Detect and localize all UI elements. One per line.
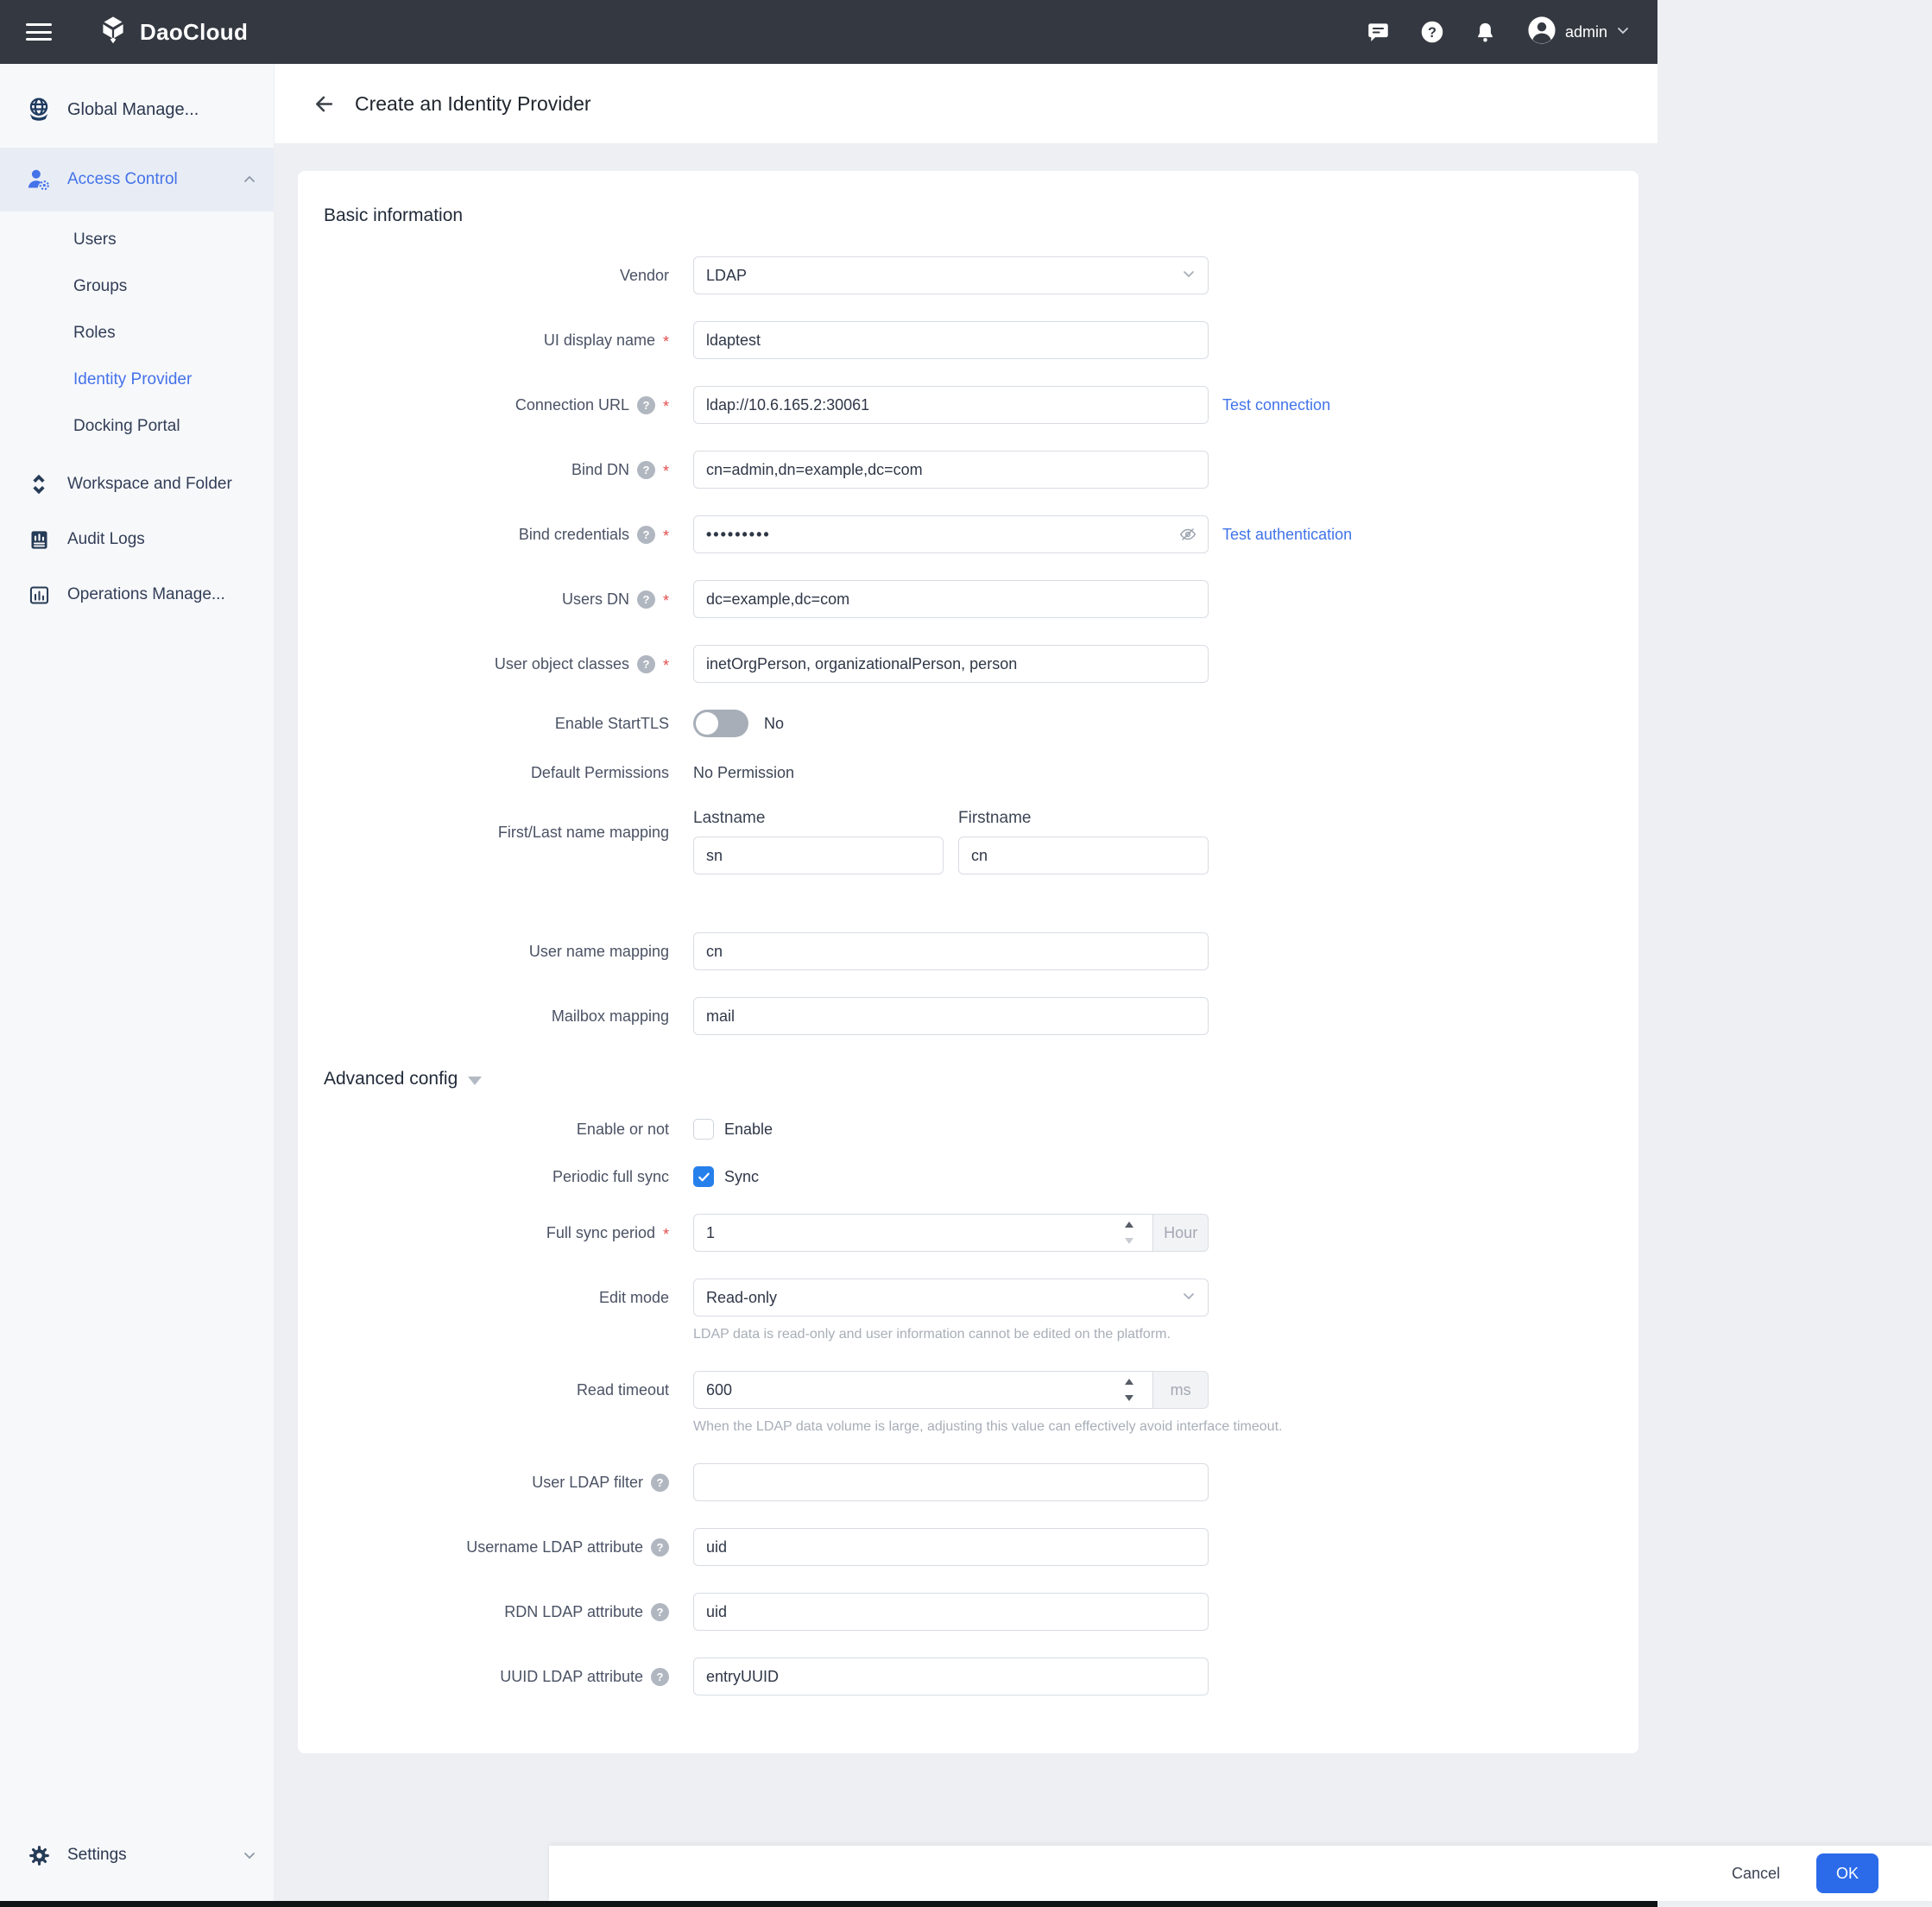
firstname-label: Firstname <box>958 809 1032 827</box>
help-circle-icon[interactable]: ? <box>637 396 655 414</box>
sidebar-item-identity-provider[interactable]: Identity Provider <box>73 370 193 388</box>
name-mapping-row <box>298 809 1638 875</box>
basic-information-heading: Basic information <box>324 205 464 225</box>
page-header <box>275 64 1657 143</box>
edit-mode-value: Read-only <box>706 1288 778 1306</box>
sync-checkbox-label: Sync <box>724 1167 760 1185</box>
bottom-edge-strip <box>0 1901 1657 1907</box>
default-permissions-label: Default Permissions <box>530 764 669 781</box>
main-area <box>275 64 1859 1907</box>
user-ldap-filter-row <box>298 1463 1638 1501</box>
number-spinner <box>1121 1376 1138 1404</box>
form-footer <box>549 1846 1932 1901</box>
user-menu[interactable] <box>1527 16 1630 49</box>
brand[interactable] <box>97 14 248 51</box>
spinner-down-icon[interactable] <box>1125 1238 1133 1244</box>
starttls-toggle[interactable] <box>693 710 748 737</box>
spinner-down-icon[interactable] <box>1125 1395 1133 1401</box>
help-circle-icon[interactable]: ? <box>651 1668 669 1686</box>
connection-url-row <box>298 386 1638 424</box>
number-spinner <box>1121 1219 1138 1247</box>
edit-mode-select[interactable] <box>693 1279 1209 1317</box>
menu-toggle-icon[interactable] <box>26 22 55 42</box>
sidebar-item-label: Operations Manage... <box>67 585 225 603</box>
firstname-input[interactable] <box>958 837 1209 875</box>
users-dn-input[interactable] <box>693 580 1209 618</box>
ui-display-name-row <box>298 321 1638 359</box>
enable-starttls-row <box>298 710 1638 737</box>
required-asterisk: * <box>662 591 669 609</box>
topbar <box>0 0 1657 64</box>
sidebar-item-groups[interactable]: Groups <box>73 277 128 295</box>
sidebar-item-global-management[interactable] <box>0 85 274 134</box>
full-sync-period-input[interactable] <box>693 1214 1153 1252</box>
rdn-ldap-attribute-input[interactable] <box>693 1593 1209 1631</box>
read-timeout-input[interactable] <box>693 1371 1153 1409</box>
user-name-mapping-label: User name mapping <box>528 942 669 960</box>
message-icon[interactable] <box>1367 20 1391 44</box>
uuid-ldap-attribute-label: UUID LDAP attribute <box>500 1667 643 1685</box>
help-circle-icon[interactable]: ? <box>651 1603 669 1621</box>
chevron-down-icon <box>1616 23 1630 41</box>
sidebar-item-users[interactable]: Users <box>73 230 117 249</box>
read-timeout-row <box>298 1371 1638 1409</box>
sidebar-item-label: Global Manage... <box>67 99 199 119</box>
periodic-full-sync-row <box>298 1166 1638 1187</box>
help-circle-icon[interactable]: ? <box>637 590 655 609</box>
connection-url-input[interactable] <box>693 386 1209 424</box>
eye-off-icon[interactable] <box>1178 525 1197 548</box>
triangle-down-icon <box>468 1077 482 1085</box>
required-asterisk: * <box>662 332 669 350</box>
read-timeout-label: Read timeout <box>576 1380 669 1399</box>
sidebar-item-workspace-and-folder[interactable] <box>0 457 274 512</box>
enable-starttls-label: Enable StartTLS <box>554 714 669 732</box>
vendor-select[interactable] <box>693 256 1209 294</box>
user-ldap-filter-input[interactable] <box>693 1463 1209 1501</box>
sidebar-item-label: Access Control <box>67 170 178 188</box>
help-circle-icon[interactable]: ? <box>651 1474 669 1492</box>
mailbox-mapping-input[interactable] <box>693 997 1209 1035</box>
rdn-ldap-attribute-row <box>298 1593 1638 1631</box>
uuid-ldap-attribute-input[interactable] <box>693 1658 1209 1695</box>
connection-url-label: Connection URL <box>515 395 629 414</box>
enable-or-not-row <box>298 1119 1638 1140</box>
spinner-up-icon[interactable] <box>1125 1379 1133 1385</box>
default-permissions-value: No Permission <box>693 764 795 781</box>
operations-icon <box>26 584 52 607</box>
sidebar-item-operations-management[interactable] <box>0 567 274 622</box>
test-authentication-link[interactable]: Test authentication <box>1222 525 1353 543</box>
required-asterisk: * <box>662 462 669 480</box>
help-icon[interactable] <box>1420 20 1444 44</box>
bind-dn-input[interactable] <box>693 451 1209 489</box>
user-object-classes-input[interactable] <box>693 645 1209 683</box>
rdn-ldap-attribute-label: RDN LDAP attribute <box>504 1602 643 1620</box>
unit-addon: ms <box>1153 1371 1209 1409</box>
users-dn-label: Users DN <box>561 590 629 608</box>
username: admin <box>1564 22 1607 41</box>
user-name-mapping-row <box>298 932 1638 970</box>
required-asterisk: * <box>662 656 669 674</box>
back-arrow-icon[interactable] <box>313 92 336 116</box>
username-ldap-attribute-label: Username LDAP attribute <box>466 1538 643 1556</box>
bind-credentials-row <box>298 515 1638 553</box>
mailbox-mapping-row <box>298 997 1638 1035</box>
help-circle-icon[interactable]: ? <box>637 655 655 673</box>
advanced-config-label: Advanced config <box>324 1069 458 1089</box>
globe-icon <box>26 96 52 123</box>
sidebar-item-audit-logs[interactable] <box>0 512 274 567</box>
svg-text:?: ? <box>1427 24 1436 41</box>
user-object-classes-label: User object classes <box>494 654 629 673</box>
mailbox-mapping-label: Mailbox mapping <box>551 1007 669 1025</box>
gear-icon <box>26 1843 52 1868</box>
access-control-icon <box>26 167 52 193</box>
required-asterisk: * <box>662 397 669 415</box>
firstname-mapping <box>958 809 1209 875</box>
cancel-button[interactable]: Cancel <box>1731 1864 1780 1882</box>
chevron-down-icon <box>1182 1289 1196 1307</box>
uuid-ldap-attribute-row <box>298 1658 1638 1695</box>
read-timeout-hint: When the LDAP data volume is large, adjusting this value can effectively avoid interface timeout. <box>693 1419 1283 1434</box>
lastname-input[interactable] <box>693 837 944 875</box>
daocloud-logo-icon <box>97 14 129 51</box>
ok-button[interactable]: OK <box>1816 1853 1878 1893</box>
help-circle-icon[interactable]: ? <box>637 526 655 544</box>
sidebar-item-access-control[interactable] <box>0 148 274 212</box>
unit-addon: Hour <box>1153 1214 1209 1252</box>
vendor-value: LDAP <box>706 266 748 284</box>
page-title: Create an Identity Provider <box>355 92 591 115</box>
sidebar-item-label: Settings <box>67 1846 127 1864</box>
username-ldap-attribute-input[interactable] <box>693 1528 1209 1566</box>
form-card <box>298 171 1638 1753</box>
user-name-mapping-input[interactable] <box>693 932 1209 970</box>
full-sync-period-label: Full sync period <box>546 1223 655 1241</box>
ui-display-name-label: UI display name <box>543 331 655 349</box>
sync-checkbox[interactable] <box>693 1166 714 1187</box>
user-ldap-filter-label: User LDAP filter <box>532 1473 643 1491</box>
edit-mode-row <box>298 1279 1638 1317</box>
bind-dn-row <box>298 451 1638 489</box>
sidebar-item-settings[interactable] <box>0 1831 274 1879</box>
topbar-right <box>1367 16 1657 49</box>
name-mapping-label: First/Last name mapping <box>497 824 669 841</box>
users-dn-row <box>298 580 1638 618</box>
test-connection-link[interactable]: Test connection <box>1222 395 1331 414</box>
sidebar <box>0 64 275 1907</box>
user-object-classes-row <box>298 645 1638 683</box>
chevron-up-icon <box>243 173 256 186</box>
ui-display-name-input[interactable] <box>693 321 1209 359</box>
sidebar-item-label: Audit Logs <box>67 530 145 548</box>
bind-credentials-input[interactable] <box>693 515 1209 553</box>
audit-logs-icon <box>26 528 52 552</box>
spinner-up-icon[interactable] <box>1125 1222 1133 1228</box>
sidebar-item-roles[interactable]: Roles <box>73 324 116 342</box>
chevron-down-icon <box>1182 267 1196 285</box>
help-circle-icon[interactable]: ? <box>637 461 655 479</box>
edit-mode-label: Edit mode <box>598 1288 669 1306</box>
sidebar-item-docking-portal[interactable]: Docking Portal <box>73 417 180 435</box>
vendor-row <box>298 256 1638 294</box>
starttls-state: No <box>764 714 785 732</box>
lastname-label: Lastname <box>693 809 766 827</box>
bind-dn-label: Bind DN <box>571 460 629 478</box>
help-circle-icon[interactable]: ? <box>651 1538 669 1557</box>
lastname-mapping <box>693 809 944 875</box>
brand-name: DaoCloud <box>140 18 249 45</box>
periodic-full-sync-label: Periodic full sync <box>552 1167 669 1185</box>
vendor-label: Vendor <box>619 266 669 284</box>
notification-bell-icon[interactable] <box>1474 20 1498 44</box>
advanced-config-heading[interactable] <box>324 1069 1638 1089</box>
required-asterisk: * <box>662 1225 669 1243</box>
workspace-icon <box>26 472 52 496</box>
sidebar-item-label: Workspace and Folder <box>67 475 232 493</box>
enable-checkbox-label: Enable <box>724 1120 773 1138</box>
avatar <box>1527 16 1556 49</box>
edit-mode-hint: LDAP data is read-only and user information cannot be edited on the platform. <box>693 1327 1171 1342</box>
access-control-submenu <box>0 212 274 457</box>
enable-or-not-label: Enable or not <box>576 1120 669 1138</box>
full-sync-period-row <box>298 1214 1638 1252</box>
enable-checkbox[interactable] <box>693 1119 714 1140</box>
chevron-down-icon <box>243 1848 256 1862</box>
username-ldap-attribute-row <box>298 1528 1638 1566</box>
content <box>275 143 1657 1753</box>
required-asterisk: * <box>662 527 669 545</box>
bind-credentials-label: Bind credentials <box>518 525 629 543</box>
default-permissions-row <box>298 764 1638 782</box>
